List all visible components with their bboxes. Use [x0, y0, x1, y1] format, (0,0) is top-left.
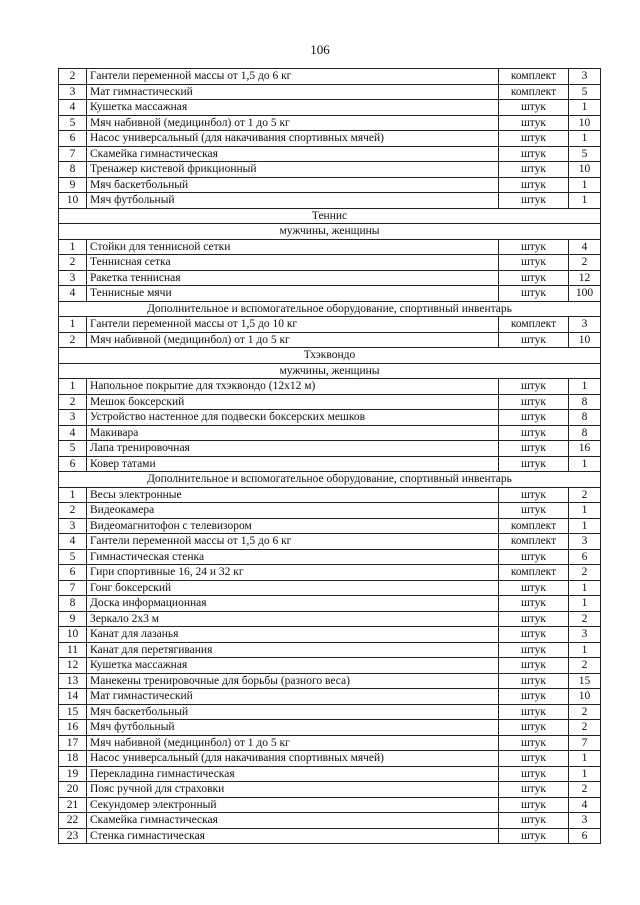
item-unit: штук	[499, 611, 569, 627]
item-unit: комплект	[499, 84, 569, 100]
item-quantity: 1	[569, 766, 601, 782]
table-row	[59, 611, 601, 627]
item-unit: штук	[499, 487, 569, 503]
table-row	[59, 596, 601, 612]
item-name: Гонг боксерский	[87, 580, 499, 596]
item-quantity: 5	[569, 84, 601, 100]
item-name: Гантели переменной массы от 1,5 до 6 кг	[87, 534, 499, 550]
item-number: 4	[59, 100, 87, 116]
item-name: Насос универсальный (для накачивания спортивных мячей)	[87, 131, 499, 147]
item-number: 16	[59, 720, 87, 736]
item-quantity: 1	[569, 193, 601, 209]
table-row	[59, 317, 601, 333]
item-quantity: 8	[569, 410, 601, 426]
item-number: 9	[59, 177, 87, 193]
item-number: 7	[59, 146, 87, 162]
table-row	[59, 394, 601, 410]
item-number: 9	[59, 611, 87, 627]
section-title: Дополнительное и вспомогательное оборудование, спортивный инвентарь	[59, 472, 601, 488]
item-number: 4	[59, 425, 87, 441]
item-quantity: 15	[569, 673, 601, 689]
item-name: Канат для лазанья	[87, 627, 499, 643]
item-number: 1	[59, 379, 87, 395]
item-unit: штук	[499, 720, 569, 736]
item-unit: штук	[499, 456, 569, 472]
item-quantity: 2	[569, 704, 601, 720]
item-name: Теннисная сетка	[87, 255, 499, 271]
item-quantity: 1	[569, 379, 601, 395]
item-number: 21	[59, 797, 87, 813]
table-row	[59, 534, 601, 550]
item-name: Стенка гимнастическая	[87, 828, 499, 844]
item-unit: штук	[499, 286, 569, 302]
item-quantity: 1	[569, 518, 601, 534]
item-quantity: 4	[569, 797, 601, 813]
table-row	[59, 487, 601, 503]
table-row	[59, 627, 601, 643]
item-quantity: 3	[569, 69, 601, 85]
item-number: 11	[59, 642, 87, 658]
item-number: 2	[59, 69, 87, 85]
item-unit: штук	[499, 379, 569, 395]
item-number: 3	[59, 84, 87, 100]
item-number: 5	[59, 441, 87, 457]
item-quantity: 2	[569, 255, 601, 271]
table-row	[59, 797, 601, 813]
item-quantity: 2	[569, 565, 601, 581]
item-name: Манекены тренировочные для борьбы (разного веса)	[87, 673, 499, 689]
item-name: Гантели переменной массы от 1,5 до 10 кг	[87, 317, 499, 333]
item-number: 2	[59, 255, 87, 271]
item-name: Канат для перетягивания	[87, 642, 499, 658]
item-number: 2	[59, 503, 87, 519]
item-number: 23	[59, 828, 87, 844]
item-quantity: 1	[569, 596, 601, 612]
table-row	[59, 84, 601, 100]
item-name: Секундомер электронный	[87, 797, 499, 813]
item-number: 2	[59, 394, 87, 410]
table-row	[59, 735, 601, 751]
item-unit: комплект	[499, 534, 569, 550]
inventory-table-body	[59, 69, 601, 844]
item-number: 22	[59, 813, 87, 829]
table-row	[59, 441, 601, 457]
item-quantity: 2	[569, 487, 601, 503]
item-name: Перекладина гимнастическая	[87, 766, 499, 782]
item-quantity: 1	[569, 456, 601, 472]
table-row	[59, 549, 601, 565]
item-name: Гири спортивные 16, 24 и 32 кг	[87, 565, 499, 581]
item-number: 5	[59, 549, 87, 565]
item-unit: комплект	[499, 518, 569, 534]
item-number: 3	[59, 518, 87, 534]
item-unit: штук	[499, 642, 569, 658]
table-row	[59, 239, 601, 255]
table-row	[59, 255, 601, 271]
item-name: Гантели переменной массы от 1,5 до 6 кг	[87, 69, 499, 85]
item-quantity: 3	[569, 627, 601, 643]
item-name: Зеркало 2х3 м	[87, 611, 499, 627]
item-quantity: 100	[569, 286, 601, 302]
item-quantity: 1	[569, 503, 601, 519]
item-name: Видеокамера	[87, 503, 499, 519]
table-row	[59, 673, 601, 689]
section-title: мужчины, женщины	[59, 224, 601, 240]
item-unit: штук	[499, 735, 569, 751]
table-row	[59, 658, 601, 674]
table-row	[59, 177, 601, 193]
table-row	[59, 766, 601, 782]
item-name: Мяч набивной (медицинбол) от 1 до 5 кг	[87, 332, 499, 348]
table-row	[59, 131, 601, 147]
item-quantity: 16	[569, 441, 601, 457]
item-unit: штук	[499, 115, 569, 131]
item-number: 1	[59, 317, 87, 333]
item-quantity: 3	[569, 317, 601, 333]
item-number: 3	[59, 270, 87, 286]
item-number: 2	[59, 332, 87, 348]
item-quantity: 1	[569, 100, 601, 116]
item-quantity: 10	[569, 162, 601, 178]
table-row	[59, 580, 601, 596]
item-name: Ковер татами	[87, 456, 499, 472]
table-row	[59, 162, 601, 178]
item-number: 4	[59, 286, 87, 302]
item-name: Лапа тренировочная	[87, 441, 499, 457]
table-row	[59, 115, 601, 131]
table-row	[59, 286, 601, 302]
item-quantity: 2	[569, 611, 601, 627]
item-number: 3	[59, 410, 87, 426]
section-title: Теннис	[59, 208, 601, 224]
item-quantity: 8	[569, 394, 601, 410]
item-unit: штук	[499, 193, 569, 209]
item-name: Кушетка массажная	[87, 658, 499, 674]
item-name: Скамейка гимнастическая	[87, 146, 499, 162]
item-quantity: 12	[569, 270, 601, 286]
item-name: Мяч футбольный	[87, 193, 499, 209]
item-name: Макивара	[87, 425, 499, 441]
item-unit: штук	[499, 596, 569, 612]
item-number: 5	[59, 115, 87, 131]
item-quantity: 10	[569, 332, 601, 348]
item-unit: комплект	[499, 69, 569, 85]
item-unit: штук	[499, 394, 569, 410]
item-quantity: 5	[569, 146, 601, 162]
item-name: Мяч набивной (медицинбол) от 1 до 5 кг	[87, 115, 499, 131]
item-unit: штук	[499, 782, 569, 798]
item-unit: штук	[499, 766, 569, 782]
item-unit: штук	[499, 580, 569, 596]
table-row	[59, 565, 601, 581]
table-row	[59, 379, 601, 395]
item-unit: штук	[499, 131, 569, 147]
item-quantity: 10	[569, 115, 601, 131]
item-name: Весы электронные	[87, 487, 499, 503]
table-row	[59, 503, 601, 519]
item-unit: штук	[499, 177, 569, 193]
item-name: Мешок боксерский	[87, 394, 499, 410]
item-quantity: 1	[569, 131, 601, 147]
item-name: Устройство настенное для подвески боксерских мешков	[87, 410, 499, 426]
section-header-row	[59, 301, 601, 317]
table-row	[59, 69, 601, 85]
table-row	[59, 332, 601, 348]
item-number: 18	[59, 751, 87, 767]
item-unit: штук	[499, 503, 569, 519]
item-unit: штук	[499, 704, 569, 720]
item-quantity: 3	[569, 813, 601, 829]
item-name: Гимнастическая стенка	[87, 549, 499, 565]
item-unit: штук	[499, 751, 569, 767]
item-unit: штук	[499, 673, 569, 689]
item-unit: штук	[499, 813, 569, 829]
item-name: Тренажер кистевой фрикционный	[87, 162, 499, 178]
item-unit: штук	[499, 255, 569, 271]
item-number: 8	[59, 162, 87, 178]
inventory-table	[58, 68, 601, 844]
item-number: 19	[59, 766, 87, 782]
item-unit: штук	[499, 162, 569, 178]
table-row	[59, 425, 601, 441]
item-quantity: 10	[569, 689, 601, 705]
item-quantity: 4	[569, 239, 601, 255]
item-name: Теннисные мячи	[87, 286, 499, 302]
item-quantity: 3	[569, 534, 601, 550]
item-unit: штук	[499, 797, 569, 813]
item-name: Стойки для теннисной сетки	[87, 239, 499, 255]
table-row	[59, 100, 601, 116]
table-row	[59, 410, 601, 426]
item-unit: штук	[499, 627, 569, 643]
item-name: Мяч баскетбольный	[87, 177, 499, 193]
table-row	[59, 456, 601, 472]
table-row	[59, 782, 601, 798]
item-name: Доска информационная	[87, 596, 499, 612]
item-quantity: 2	[569, 658, 601, 674]
item-unit: штук	[499, 549, 569, 565]
item-number: 20	[59, 782, 87, 798]
item-number: 14	[59, 689, 87, 705]
item-unit: штук	[499, 689, 569, 705]
item-unit: комплект	[499, 565, 569, 581]
item-number: 15	[59, 704, 87, 720]
item-name: Мяч баскетбольный	[87, 704, 499, 720]
section-title: Дополнительное и вспомогательное оборудование, спортивный инвентарь	[59, 301, 601, 317]
table-row	[59, 689, 601, 705]
item-name: Скамейка гимнастическая	[87, 813, 499, 829]
item-quantity: 1	[569, 177, 601, 193]
item-number: 6	[59, 131, 87, 147]
item-number: 8	[59, 596, 87, 612]
item-unit: штук	[499, 146, 569, 162]
section-header-row	[59, 348, 601, 364]
section-title: мужчины, женщины	[59, 363, 601, 379]
item-quantity: 6	[569, 549, 601, 565]
item-quantity: 8	[569, 425, 601, 441]
item-name: Мяч набивной (медицинбол) от 1 до 5 кг	[87, 735, 499, 751]
section-header-row	[59, 363, 601, 379]
table-row	[59, 193, 601, 209]
item-name: Мяч футбольный	[87, 720, 499, 736]
item-unit: штук	[499, 828, 569, 844]
item-name: Напольное покрытие для тхэквондо (12х12 м)	[87, 379, 499, 395]
item-quantity: 2	[569, 782, 601, 798]
item-number: 1	[59, 239, 87, 255]
table-row	[59, 720, 601, 736]
item-number: 10	[59, 193, 87, 209]
table-row	[59, 642, 601, 658]
table-row	[59, 828, 601, 844]
table-row	[59, 704, 601, 720]
item-number: 12	[59, 658, 87, 674]
table-row	[59, 518, 601, 534]
item-quantity: 7	[569, 735, 601, 751]
item-name: Мат гимнастический	[87, 84, 499, 100]
item-unit: штук	[499, 658, 569, 674]
item-unit: штук	[499, 332, 569, 348]
item-name: Мат гимнастический	[87, 689, 499, 705]
item-number: 6	[59, 456, 87, 472]
item-unit: штук	[499, 239, 569, 255]
page-number: 106	[310, 42, 330, 57]
item-unit: штук	[499, 441, 569, 457]
table-row	[59, 813, 601, 829]
table-row	[59, 146, 601, 162]
item-quantity: 2	[569, 720, 601, 736]
item-number: 10	[59, 627, 87, 643]
section-header-row	[59, 224, 601, 240]
item-unit: штук	[499, 100, 569, 116]
item-number: 4	[59, 534, 87, 550]
item-unit: штук	[499, 270, 569, 286]
item-name: Пояс ручной для страховки	[87, 782, 499, 798]
item-name: Насос универсальный (для накачивания спортивных мячей)	[87, 751, 499, 767]
table-row	[59, 751, 601, 767]
item-number: 13	[59, 673, 87, 689]
item-name: Кушетка массажная	[87, 100, 499, 116]
item-unit: штук	[499, 410, 569, 426]
item-number: 7	[59, 580, 87, 596]
item-name: Ракетка теннисная	[87, 270, 499, 286]
item-quantity: 1	[569, 751, 601, 767]
item-number: 1	[59, 487, 87, 503]
item-quantity: 1	[569, 642, 601, 658]
item-number: 17	[59, 735, 87, 751]
section-title: Тхэквондо	[59, 348, 601, 364]
item-quantity: 1	[569, 580, 601, 596]
table-row	[59, 270, 601, 286]
item-name: Видеомагнитофон с телевизором	[87, 518, 499, 534]
section-header-row	[59, 472, 601, 488]
item-quantity: 6	[569, 828, 601, 844]
section-header-row	[59, 208, 601, 224]
item-unit: комплект	[499, 317, 569, 333]
item-number: 6	[59, 565, 87, 581]
item-unit: штук	[499, 425, 569, 441]
